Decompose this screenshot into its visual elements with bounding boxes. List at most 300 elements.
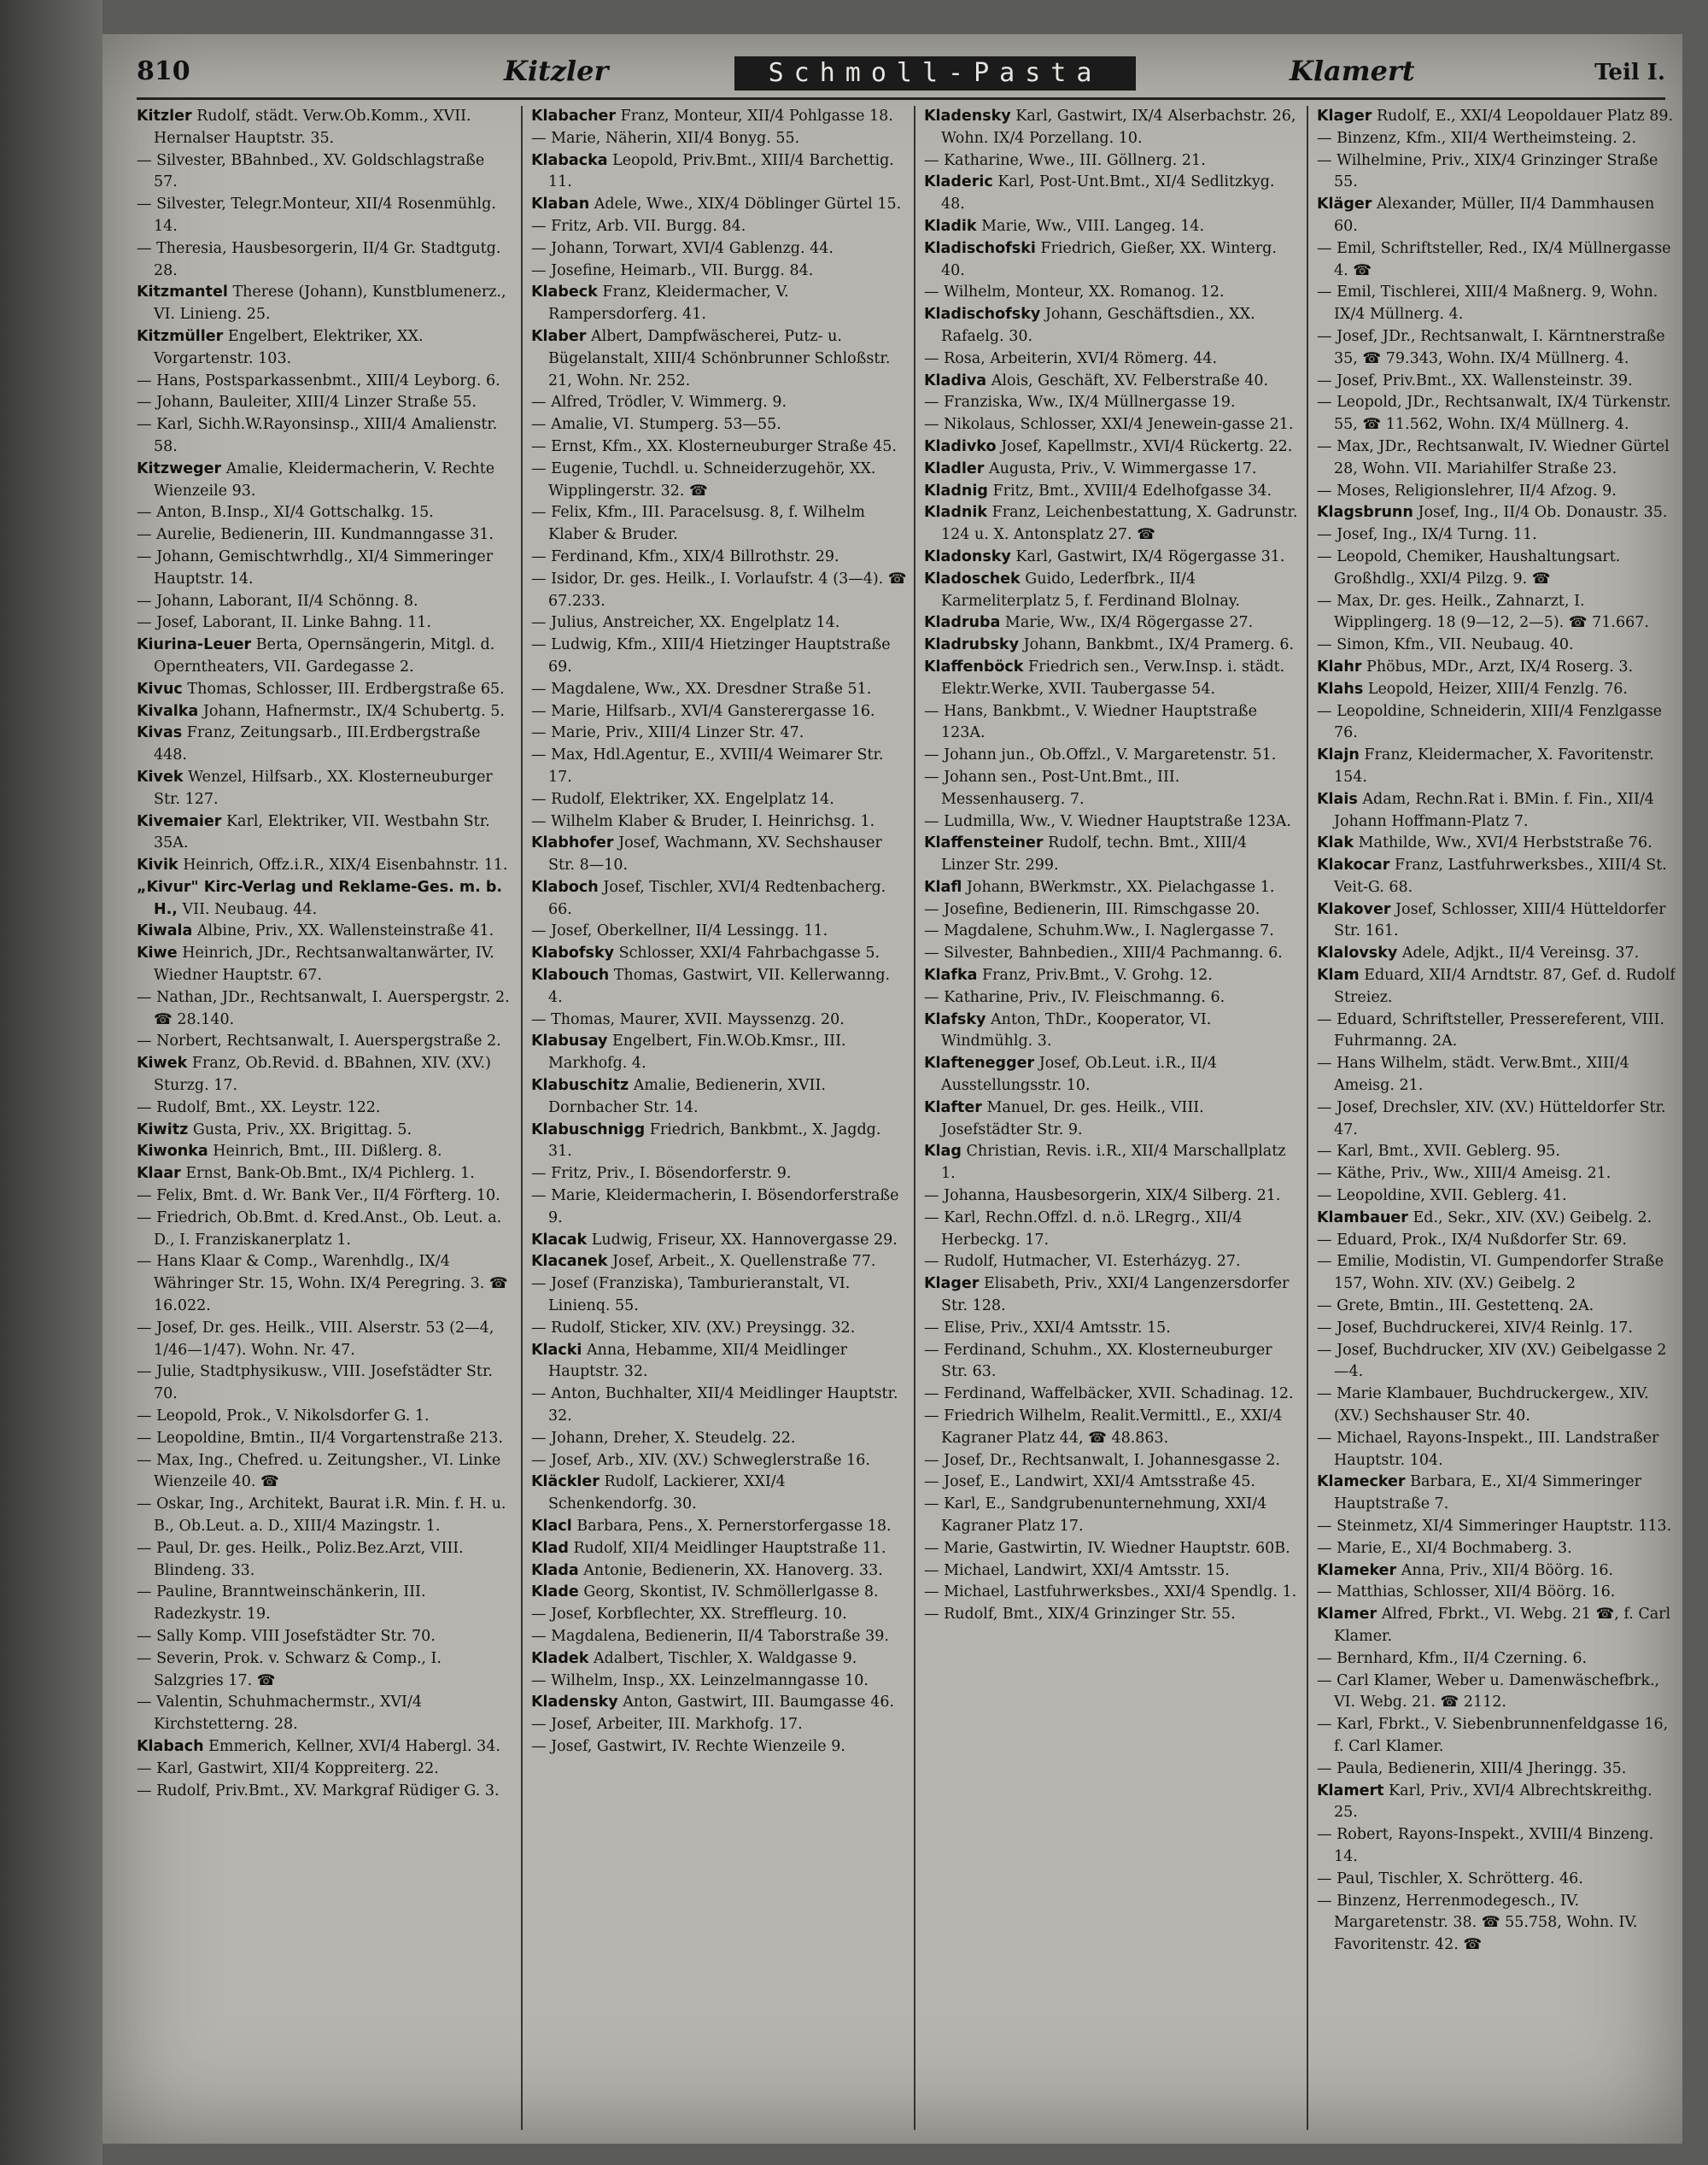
entry-details: — Eugenie, Tuchdl. u. Schneiderzugehör, XX. Wipplingerstr. 32. ☎ [531, 459, 876, 500]
directory-entry [1317, 1824, 1676, 1869]
directory-entry [1317, 789, 1676, 834]
directory-entry [531, 943, 907, 965]
directory-entry [531, 194, 907, 216]
entry-surname: Kladensky [924, 108, 1011, 125]
directory-entry [137, 1626, 512, 1648]
directory-entry [1317, 1538, 1676, 1560]
directory-entry [924, 1604, 1300, 1626]
entry-details: — Grete, Bmtin., III. Gestettenq. 2A. [1317, 1297, 1594, 1315]
entry-surname: Klaber [531, 327, 587, 345]
entry-details: — Marie, Priv., XIII/4 Linzer Str. 47. [531, 724, 804, 742]
entry-details: — Paul, Dr. ges. Heilk., Poliz.Bez.Arzt, VIII. Blindeng. 33. [137, 1539, 464, 1579]
entry-details: — Steinmetz, XI/4 Simmeringer Hauptstr. 113. [1317, 1518, 1672, 1535]
directory-entry [531, 1251, 907, 1273]
entry-details: — Eduard, Prok., IX/4 Nußdorfer Str. 69. [1317, 1231, 1627, 1249]
entry-details: Johann, Geschäftsdien., XX. Rafaelg. 30. [941, 306, 1255, 345]
directory-entry [137, 282, 512, 326]
entry-details: — Karl, Fbrkt., V. Siebenbrunnenfeldgasse 16, f. Carl Klamer. [1317, 1716, 1669, 1755]
directory-entry [531, 1318, 907, 1340]
entry-surname: Klameker [1317, 1561, 1397, 1579]
entry-details: Franz, Kleidermacher, V. Rampersdorferg. 41. [548, 284, 789, 324]
header-part: Teil I. [1594, 60, 1665, 85]
entry-details: Franz, Zeitungsarb., III.Erdbergstraße 448. [154, 724, 481, 764]
directory-entry [137, 1582, 512, 1626]
directory-entry [137, 150, 512, 195]
entry-details: — Silvester, Telegr.Monteur, XII/4 Rosenmühlg. 14. [137, 196, 496, 235]
directory-entry [1317, 679, 1676, 701]
entry-details: — Josef, Korbflechter, XX. Streffleurg. 10. [531, 1606, 847, 1624]
entry-details: — Johann sen., Post-Unt.Bmt., III. Messenhauserg. 7. [924, 768, 1180, 808]
entry-details: Franz, Monteur, XII/4 Pohlgasse 18. [620, 108, 893, 125]
entry-details: — Rudolf, Hutmacher, VI. Esterházyg. 27. [924, 1253, 1241, 1271]
directory-entry [924, 569, 1300, 613]
entry-surname: Klager [1317, 108, 1372, 125]
directory-entry [137, 238, 512, 283]
directory-entry [924, 657, 1300, 701]
directory-entry [1317, 502, 1676, 524]
directory-entry [1317, 481, 1676, 503]
entry-surname: Kladik [924, 217, 977, 235]
directory-entry [924, 635, 1300, 657]
directory-entry [531, 1009, 907, 1032]
directory-entry [1317, 855, 1676, 899]
entry-details: — Anton, Buchhalter, XII/4 Meidlinger Hauptstr. 32. [531, 1385, 898, 1425]
directory-entry [924, 987, 1300, 1009]
entry-details: Adele, Wwe., XIX/4 Döblinger Gürtel 15. [594, 196, 902, 214]
directory-entry [924, 1208, 1300, 1252]
entry-details: Josef, Wachmann, XV. Sechshauser Str. 8—10. [548, 834, 882, 875]
directory-entry [531, 1273, 907, 1318]
entry-details: — Johann, Dreher, X. Steudelg. 22. [531, 1429, 796, 1447]
directory-entry [137, 921, 512, 943]
entry-details: — Marie, Näherin, XII/4 Bonyg. 55. [531, 129, 800, 147]
directory-entry [531, 414, 907, 436]
directory-entry [531, 1560, 907, 1583]
directory-entry [531, 1538, 907, 1560]
entry-details: Karl, Elektriker, VII. Westbahn Str. 35A. [154, 812, 490, 852]
entry-details: Heinrich, Bmt., III. Dißlerg. 8. [213, 1143, 442, 1161]
directory-entry [1317, 1163, 1676, 1185]
directory-entry [531, 1626, 907, 1648]
directory-entry [137, 371, 512, 393]
entry-surname: Klaboch [531, 878, 599, 896]
entry-details: — Julius, Anstreicher, XX. Engelplatz 14. [531, 614, 840, 632]
entry-details: — Josef, Arb., XIV. (XV.) Schweglerstraße 16. [531, 1451, 870, 1469]
directory-entry [924, 943, 1300, 965]
directory-entry [924, 701, 1300, 746]
directory-entry [1317, 1053, 1676, 1097]
directory-entry [1317, 1516, 1676, 1538]
entry-surname: Klaar [137, 1165, 181, 1183]
entry-details: Franz, Ob.Revid. d. BBahnen, XIV. (XV.) Sturzg. 17. [154, 1055, 491, 1095]
directory-entry [1317, 194, 1676, 238]
directory-entry [137, 723, 512, 767]
directory-entry [137, 1758, 512, 1781]
directory-entry [1317, 833, 1676, 855]
entry-details: — Isidor, Dr. ges. Heilk., I. Vorlaufstr. 4 (3—4). ☎ 67.233. [531, 570, 907, 610]
entry-surname: Klajn [1317, 746, 1360, 764]
directory-entry [531, 965, 907, 1009]
entry-details: — Severin, Prok. v. Schwarz & Comp., I. Salzgries 17. ☎ [137, 1649, 442, 1689]
entry-surname: Kladivko [924, 437, 997, 455]
entry-details: Karl, Gastwirt, IX/4 Alserbachstr. 26, Wohn. IX/4 Porzellang. 10. [941, 108, 1296, 147]
directory-entry [1317, 657, 1676, 679]
entry-details: — Aurelie, Bedienerin, III. Kundmanngasse 31. [137, 526, 494, 544]
entry-details: — Leopold, Prok., V. Nikolsdorfer G. 1. [137, 1407, 430, 1425]
directory-entry [531, 1648, 907, 1671]
directory-entry [924, 899, 1300, 922]
directory-entry [137, 1251, 512, 1317]
directory-entry [924, 1494, 1300, 1538]
entry-surname: Klam [1317, 967, 1360, 985]
entry-details: — Ludmilla, Ww., V. Wiedner Hauptstraße 123A. [924, 812, 1291, 830]
directory-entry [531, 1582, 907, 1604]
directory-entry [531, 436, 907, 459]
directory-entry [531, 1384, 907, 1428]
entry-details: — Karl, Gastwirt, XII/4 Koppreiterg. 22. [137, 1759, 439, 1777]
directory-entry [1317, 1251, 1676, 1296]
entry-details: Heinrich, Offz.i.R., XIX/4 Eisenbahnstr. 11. [183, 857, 508, 875]
entry-details: Rudolf, städt. Verw.Ob.Komm., XVII. Hernalser Hauptstr. 35. [154, 108, 471, 147]
entry-details: Augusta, Priv., V. Wimmergasse 17. [988, 459, 1257, 477]
directory-entry [924, 1053, 1300, 1097]
entry-surname: Kladrubsky [924, 636, 1019, 654]
header-keyword-right: Klamert [1290, 55, 1415, 87]
entry-details: — Rudolf, Bmt., XIX/4 Grinzinger Str. 55. [924, 1606, 1236, 1624]
entry-surname: Klacanek [531, 1253, 608, 1271]
directory-entry [137, 1208, 512, 1252]
entry-surname: Kladek [531, 1649, 589, 1667]
entry-details: Thomas, Gastwirt, VII. Kellerwanng. 4. [548, 967, 891, 1006]
directory-entry [924, 216, 1300, 238]
header-banner: Schmoll-Pasta [734, 56, 1136, 91]
directory-entry [1317, 635, 1676, 657]
entry-details: — Hans Wilhelm, städt. Verw.Bmt., XIII/4 Ameisg. 21. [1317, 1055, 1629, 1095]
directory-entry [531, 833, 907, 877]
directory-entry [531, 502, 907, 547]
entry-details: — Fritz, Priv., I. Bösendorferstr. 9. [531, 1165, 792, 1183]
directory-entry [1317, 745, 1676, 789]
directory-entry [924, 392, 1300, 414]
directory-entry [924, 304, 1300, 348]
entry-details: Anton, Gastwirt, III. Baumgasse 46. [623, 1694, 895, 1712]
directory-entry [1317, 1230, 1676, 1252]
directory-entry [137, 1031, 512, 1053]
directory-entry [924, 371, 1300, 393]
entry-surname: Kivemaier [137, 812, 222, 830]
directory-entry [924, 414, 1300, 436]
directory-entry [1317, 1781, 1676, 1825]
entry-surname: Klabouch [531, 967, 610, 985]
directory-entry [137, 524, 512, 547]
entry-details: — Sally Komp. VIII Josefstädter Str. 70. [137, 1627, 436, 1645]
directory-entry [924, 238, 1300, 283]
entry-details: — Theresia, Hausbesorgerin, II/4 Gr. Stadtgutg. 28. [137, 239, 501, 279]
directory-entry [531, 745, 907, 789]
entry-details: Adalbert, Tischler, X. Waldgasse 9. [593, 1649, 857, 1667]
directory-entry [137, 877, 512, 922]
directory-entry [137, 943, 512, 987]
directory-entry [1317, 1560, 1676, 1583]
entry-surname: Kitzmantel [137, 284, 228, 301]
entry-details: — Ferdinand, Waffelbäcker, XVII. Schadinag. 12. [924, 1385, 1294, 1403]
entry-details: — Leopoldine, Schneiderin, XIII/4 Fenzlgasse 76. [1317, 702, 1663, 742]
entry-details: — Josef, Dr., Rechtsanwalt, I. Johannesgasse 2. [924, 1451, 1280, 1469]
entry-details: — Josef, E., Landwirt, XXI/4 Amtsstraße 45. [924, 1473, 1255, 1491]
entry-surname: Kiurina-Leuer [137, 636, 252, 654]
entry-surname: Klahr [1317, 658, 1362, 676]
entry-details: Johann, Bankbmt., IX/4 Pramerg. 6. [1023, 636, 1295, 654]
entry-surname: Klak [1317, 834, 1354, 852]
entry-surname: Klabofsky [531, 945, 614, 963]
entry-details: — Johann, Gemischtwrhdlg., XI/4 Simmeringer Hauptstr. 14. [137, 547, 494, 588]
entry-details: Ed., Sekr., XIV. (XV.) Geibelg. 2. [1413, 1208, 1652, 1226]
directory-entry [924, 1097, 1300, 1142]
directory-entry [1317, 1714, 1676, 1758]
entry-details: — Magdalena, Bedienerin, II/4 Taborstraße 39. [531, 1627, 889, 1645]
directory-entry [1317, 965, 1676, 1009]
directory-entry [924, 811, 1300, 834]
directory-entry [531, 811, 907, 834]
entry-details: — Friedrich Wilhelm, Realit.Vermittl., E., XXI/4 Kagraner Platz 44, ☎ 48.863. [924, 1407, 1283, 1447]
entry-details: — Valentin, Schuhmachermstr., XVI/4 Kirchstetterng. 28. [137, 1694, 422, 1734]
directory-entry [924, 502, 1300, 547]
directory-entry [531, 392, 907, 414]
entry-details: Engelbert, Fin.W.Ob.Kmsr., III. Markhofg. 4. [548, 1033, 846, 1073]
directory-entry [924, 1406, 1300, 1450]
directory-entry [531, 1075, 907, 1120]
column-3 [914, 106, 1308, 2130]
directory-entry [1317, 282, 1676, 326]
entry-surname: Kivalka [137, 702, 199, 720]
directory-entry [924, 767, 1300, 811]
directory-entry [1317, 1648, 1676, 1671]
entry-details: Heinrich, JDr., Rechtsanwaltanwärter, IV. Wiedner Hauptstr. 67. [154, 945, 494, 985]
entry-details: — Wilhelm Klaber & Bruder, I. Heinrichsg. 1. [531, 812, 875, 830]
entry-details: Karl, Gastwirt, IX/4 Rögergasse 31. [1015, 547, 1285, 565]
entry-details: Eduard, XII/4 Arndtstr. 87, Gef. d. Rudolf Streiez. [1334, 967, 1676, 1006]
directory-entry [924, 1472, 1300, 1494]
entry-details: — Ludwig, Kfm., XIII/4 Hietzinger Hauptstraße 69. [531, 636, 891, 676]
entry-details: — Nikolaus, Schlosser, XXI/4 Jenewein-gasse 21. [924, 416, 1294, 434]
directory-entry [1317, 1009, 1676, 1054]
entry-surname: „Kivur" Kirc-Verlag und Reklame-Ges. m. b. H., [137, 878, 503, 918]
entry-details: — Josef, Drechsler, XIV. (XV.) Hütteldorfer Str. 47. [1317, 1098, 1666, 1138]
directory-entry [924, 459, 1300, 481]
directory-entry [137, 679, 512, 701]
entry-surname: Kläckler [531, 1473, 600, 1491]
entry-details: Leopold, Heizer, XIII/4 Fenzlg. 76. [1367, 680, 1628, 698]
entry-details: — Norbert, Rechtsanwalt, I. Auerspergstraße 2. [137, 1033, 501, 1050]
directory-entry [1317, 1428, 1676, 1472]
entry-details: — Wilhelm, Insp., XX. Leinzelmanngasse 10. [531, 1671, 869, 1689]
entry-details: — Leopoldine, XVII. Geblerg. 41. [1317, 1187, 1567, 1205]
directory-entry [137, 1141, 512, 1163]
entry-surname: Kladnik [924, 504, 987, 522]
directory-entry [531, 1714, 907, 1736]
entry-surname: Kladonsky [924, 547, 1011, 565]
entry-details: — Pauline, Branntweinschänkerin, III. Radezkystr. 19. [137, 1583, 426, 1624]
entry-surname: Klakocar [1317, 857, 1390, 875]
entry-details: — Nathan, JDr., Rechtsanwalt, I. Auerspergstr. 2. ☎ 28.140. [137, 988, 510, 1028]
entry-details: — Josef, Priv.Bmt., XX. Wallensteinstr. 39. [1317, 372, 1633, 389]
entry-details: Franz, Kleidermacher, X. Favoritenstr. 154. [1334, 746, 1654, 786]
directory-entry [137, 1406, 512, 1428]
directory-entry [1317, 436, 1676, 481]
directory-entry [1317, 1891, 1676, 1957]
entry-details: — Josef, JDr., Rechtsanwalt, I. Kärntnerstraße 35, ☎ 79.343, Wohn. IX/4 Müllnerg. 4. [1317, 327, 1665, 367]
directory-entry [1317, 1671, 1676, 1715]
entry-surname: Kivek [137, 768, 184, 786]
directory-entry [531, 128, 907, 150]
directory-entry [924, 282, 1300, 304]
entry-details: — Wilhelm, Monteur, XX. Romanog. 12. [924, 284, 1225, 301]
directory-entry [531, 1163, 907, 1185]
entry-surname: Kivas [137, 724, 183, 742]
entry-details: Josef, Schlosser, XIII/4 Hütteldorfer Str. 161. [1334, 900, 1666, 940]
entry-details: — Max, Hdl.Agentur, E., XVIII/4 Weimarer Str. 17. [531, 746, 884, 786]
directory-entry [1317, 899, 1676, 944]
directory-entry [924, 172, 1300, 216]
directory-page [102, 34, 1682, 2144]
entry-details: Berta, Opernsängerin, Mitgl. d. Operntheaters, VII. Gardegasse 2. [154, 636, 495, 676]
entry-details: Antonie, Bedienerin, XX. Hanoverg. 33. [583, 1561, 883, 1579]
entry-details: — Käthe, Priv., Ww., XIII/4 Ameisg. 21. [1317, 1165, 1611, 1183]
directory-entry [137, 459, 512, 503]
directory-entry [531, 1604, 907, 1626]
entry-details: — Johann, Bauleiter, XIII/4 Linzer Straße 55. [137, 394, 477, 412]
entry-details: Alfred, Fbrkt., VI. Webg. 21 ☎, f. Carl Klamer. [1334, 1606, 1671, 1645]
entry-details: Alois, Geschäft, XV. Felberstraße 40. [991, 372, 1269, 389]
entry-details: — Karl, Rechn.Offzl. d. n.ö. LRegrg., XII/4 Herbeckg. 17. [924, 1208, 1243, 1249]
entry-details: Phöbus, MDr., Arzt, IX/4 Roserg. 3. [1366, 658, 1634, 676]
directory-entry [924, 1141, 1300, 1185]
directory-entry [137, 591, 512, 613]
entry-details: Adam, Rechn.Rat i. BMin. f. Fin., XII/4 Johann Hoffmann-Platz 7. [1334, 790, 1654, 830]
entry-surname: Klabach [137, 1737, 204, 1755]
entry-details: — Oskar, Ing., Architekt, Baurat i.R. Min. f. H. u. B., Ob.Leut. a. D., XIII/4 Mazingstr. 1. [137, 1495, 506, 1535]
entry-surname: Kladnig [924, 482, 988, 500]
entry-details: — Rudolf, Priv.Bmt., XV. Markgraf Rüdiger G. 3. [137, 1782, 500, 1799]
entry-details: — Friedrich, Ob.Bmt. d. Kred.Anst., Ob. Leut. a. D., I. Franziskanerplatz 1. [137, 1208, 502, 1249]
entry-surname: Klagsbrunn [1317, 504, 1413, 522]
entry-surname: Kläger [1317, 196, 1372, 214]
entry-details: — Thomas, Maurer, XVII. Mayssenzg. 20. [531, 1010, 845, 1028]
entry-details: — Rudolf, Sticker, XIV. (XV.) Preysingg. 32. [531, 1319, 856, 1337]
page-number: 810 [137, 56, 190, 86]
directory-entry [1317, 326, 1676, 371]
entry-details: — Wilhelmine, Priv., XIX/4 Grinzinger Straße 55. [1317, 151, 1658, 191]
directory-entry [531, 1340, 907, 1384]
entry-surname: Kiwonka [137, 1143, 208, 1161]
directory-entry [1317, 106, 1676, 128]
directory-entry [1317, 150, 1676, 195]
directory-entry [1317, 1185, 1676, 1208]
entry-details: — Johanna, Hausbesorgerin, XIX/4 Silberg. 21. [924, 1187, 1281, 1205]
entry-details: Manuel, Dr. ges. Heilk., VIII. Josefstädter Str. 9. [941, 1098, 1204, 1138]
scan-left-margin [0, 0, 102, 2165]
directory-entry [1317, 591, 1676, 635]
directory-entry [1317, 1296, 1676, 1318]
directory-entry [531, 635, 907, 679]
entry-surname: Klakover [1317, 900, 1391, 918]
entry-details: — Matthias, Schlosser, XII/4 Böörg. 16. [1317, 1583, 1616, 1601]
entry-details: — Anton, B.Insp., XI/4 Gottschalkg. 15. [137, 504, 434, 522]
directory-entry [924, 745, 1300, 767]
entry-surname: Kiwala [137, 922, 193, 940]
entry-details: Josef, Kapellmstr., XVI/4 Rückertg. 22. [1001, 437, 1293, 455]
entry-details: — Josef, Buchdruckerei, XIV/4 Reinlg. 17. [1317, 1319, 1633, 1337]
entry-details: — Alfred, Trödler, V. Wimmerg. 9. [531, 394, 787, 412]
entry-details: — Binzenz, Herrenmodegesch., IV. Margaretenstr. 38. ☎ 55.758, Wohn. IV. Favoritenstr. 42. ☎ [1317, 1892, 1638, 1954]
entry-details: — Franziska, Ww., IX/4 Müllnergasse 19. [924, 394, 1236, 412]
entry-details: — Ferdinand, Schuhm., XX. Klosterneuburger Str. 63. [924, 1341, 1272, 1381]
entry-details: Anna, Hebamme, XII/4 Meidlinger Hauptstr. 32. [548, 1341, 847, 1381]
directory-entry [531, 238, 907, 260]
directory-entry [531, 701, 907, 723]
entry-details: Ernst, Bank-Ob.Bmt., IX/4 Pichlerg. 1. [185, 1165, 475, 1183]
directory-entry [924, 1582, 1300, 1604]
directory-entry [531, 921, 907, 943]
entry-details: Marie, Ww., VIII. Langeg. 14. [981, 217, 1205, 235]
directory-entry [1317, 1869, 1676, 1891]
entry-details: — Johann jun., Ob.Offzl., V. Margaretenstr. 51. [924, 746, 1277, 764]
directory-entry [531, 1230, 907, 1252]
entry-surname: Kladeric [924, 173, 993, 191]
entry-details: — Felix, Kfm., III. Paracelsusg. 8, f. Wilhelm Klaber & Bruder. [531, 504, 865, 544]
directory-entry [924, 481, 1300, 503]
entry-surname: Klacak [531, 1231, 588, 1249]
entry-details: — Carl Klamer, Weber u. Damenwäschefbrk., VI. Webg. 21. ☎ 2112. [1317, 1671, 1660, 1712]
entry-details: Josef, Ob.Leut. i.R., II/4 Ausstellungsstr. 10. [941, 1055, 1217, 1095]
entry-details: Elisabeth, Priv., XXI/4 Langenzersdorfer Str. 128. [941, 1275, 1290, 1315]
entry-details: Rudolf, techn. Bmt., XIII/4 Linzer Str. 299. [941, 834, 1248, 875]
entry-details: — Michael, Rayons-Inspekt., III. Landstraßer Hauptstr. 104. [1317, 1429, 1659, 1469]
entry-details: — Karl, Bmt., XVII. Geblerg. 95. [1317, 1143, 1560, 1161]
entry-details: — Michael, Landwirt, XXI/4 Amtsstr. 15. [924, 1561, 1230, 1579]
entry-details: — Leopold, JDr., Rechtsanwalt, IX/4 Türkenstr. 55, ☎ 11.562, Wohn. IX/4 Müllnerg. 4. [1317, 394, 1671, 434]
entry-details: — Max, JDr., Rechtsanwalt, IV. Wiedner Gürtel 28, Wohn. VII. Mariahilfer Straße 23. [1317, 437, 1670, 477]
directory-entry [1317, 371, 1676, 393]
entry-details: — Emil, Schriftsteller, Red., IX/4 Müllnergasse 4. ☎ [1317, 239, 1671, 279]
entry-surname: Klafter [924, 1098, 982, 1116]
entry-surname: Klad [531, 1539, 569, 1557]
directory-entry [1317, 1384, 1676, 1428]
directory-entry [531, 1031, 907, 1075]
entry-details: — Binzenz, Kfm., XII/4 Wertheimsteing. 2. [1317, 129, 1637, 147]
directory-entry [137, 811, 512, 856]
directory-entry [924, 1538, 1300, 1560]
directory-entry [1317, 1318, 1676, 1340]
entry-details: Karl, Post-Unt.Bmt., XI/4 Sedlitzkyg. 48. [941, 173, 1275, 214]
entry-details: Guido, Lederfbrk., II/4 Karmeliterplatz 5, f. Ferdinand Blolnay. [941, 570, 1240, 610]
entry-details: — Felix, Bmt. d. Wr. Bank Ver., II/4 Förfterg. 10. [137, 1187, 500, 1205]
directory-entry [137, 392, 512, 414]
directory-entry [924, 1340, 1300, 1384]
entry-surname: Klabuschitz [531, 1077, 629, 1095]
entry-details: — Fritz, Arb. VII. Burgg. 84. [531, 217, 746, 235]
entry-details: — Ernst, Kfm., XX. Klosterneuburger Straße 45. [531, 437, 897, 455]
entry-surname: Kladruba [924, 614, 1001, 632]
entry-details: — Hans, Postsparkassenbmt., XIII/4 Leyborg. 6. [137, 372, 500, 389]
directory-entry [924, 877, 1300, 899]
column-4 [1307, 106, 1676, 2130]
directory-entry [531, 612, 907, 635]
entry-surname: Klaffenböck [924, 658, 1024, 676]
directory-entry [924, 1273, 1300, 1318]
directory-entry [137, 1428, 512, 1450]
entry-details: Marie, Ww., IX/4 Rögergasse 27. [1004, 614, 1254, 632]
